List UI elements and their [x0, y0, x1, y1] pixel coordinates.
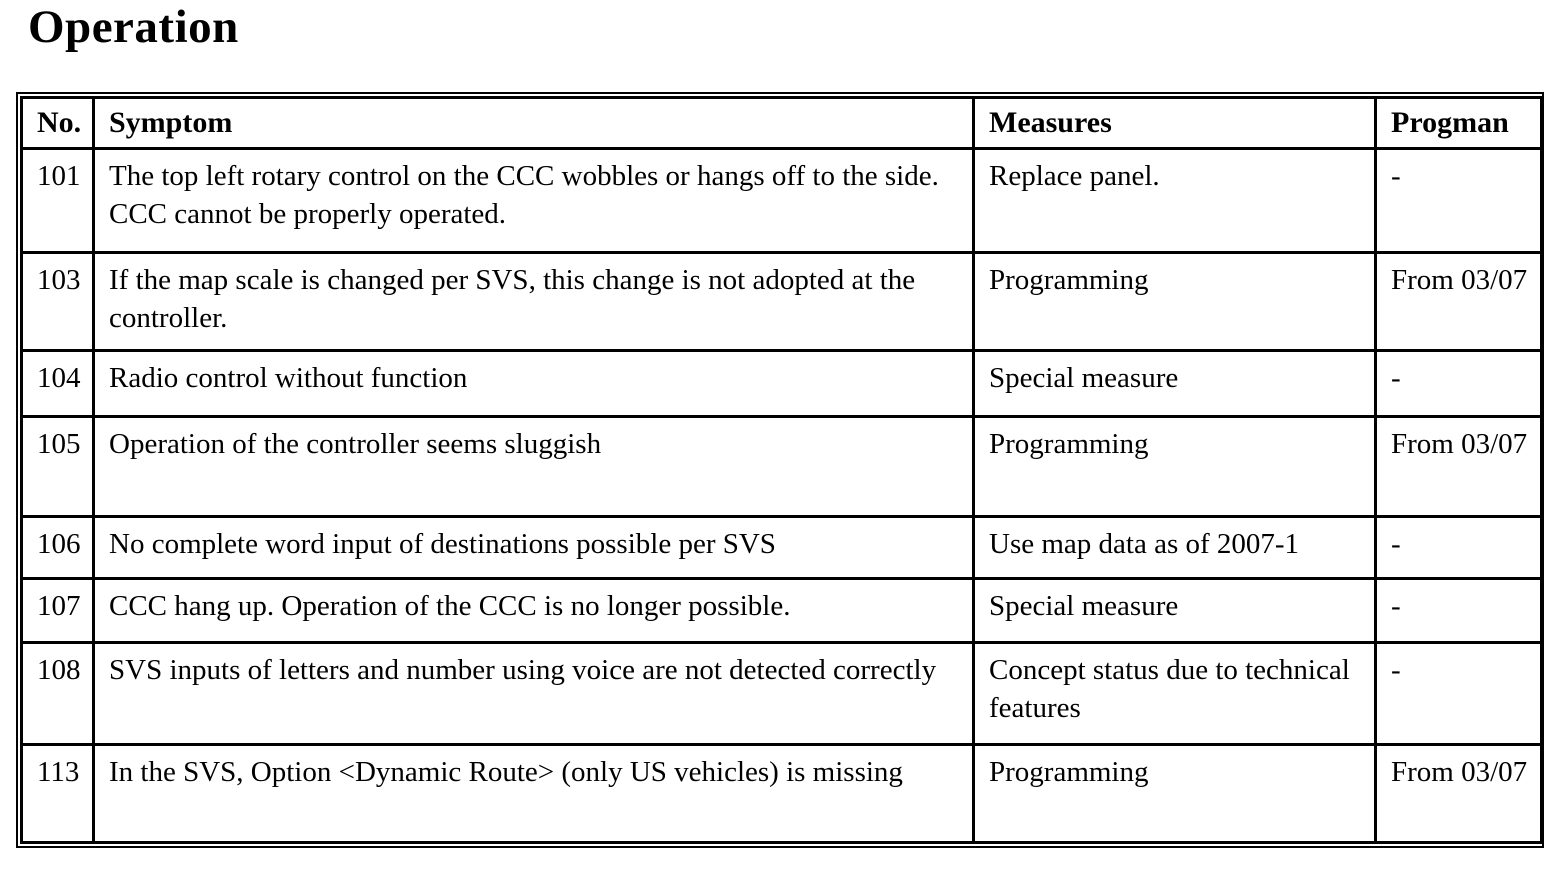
cell-measures: Special measure — [974, 579, 1376, 643]
cell-symptom: Radio control without function — [94, 351, 974, 417]
cell-symptom: SVS inputs of letters and number using voice are not detected correctly — [94, 643, 974, 745]
table-row — [22, 351, 1542, 417]
cell-symptom: No complete word input of destinations possible per SVS — [94, 517, 974, 579]
cell-measures: Programming — [974, 745, 1376, 843]
cell-measures: Concept status due to technical features — [974, 643, 1376, 745]
cell-no: 108 — [22, 643, 94, 745]
table-row — [22, 253, 1542, 351]
cell-measures: Programming — [974, 253, 1376, 351]
col-header-no: No. — [22, 98, 94, 149]
page-title: Operation — [28, 1, 239, 53]
table-row — [22, 517, 1542, 579]
cell-no: 107 — [22, 579, 94, 643]
cell-no: 106 — [22, 517, 94, 579]
symptom-table — [20, 96, 1543, 844]
table-row — [22, 579, 1542, 643]
cell-symptom: CCC hang up. Operation of the CCC is no longer possible. — [94, 579, 974, 643]
cell-measures: Programming — [974, 417, 1376, 517]
cell-symptom: Operation of the controller seems sluggish — [94, 417, 974, 517]
cell-progman: From 03/07 — [1376, 253, 1542, 351]
cell-progman: - — [1376, 351, 1542, 417]
col-header-symptom: Symptom — [94, 98, 974, 149]
cell-measures: Use map data as of 2007-1 — [974, 517, 1376, 579]
table-row — [22, 745, 1542, 843]
cell-no: 113 — [22, 745, 94, 843]
col-header-progman: Progman — [1376, 98, 1542, 149]
cell-no: 101 — [22, 149, 94, 253]
cell-progman: From 03/07 — [1376, 745, 1542, 843]
col-header-measures: Measures — [974, 98, 1376, 149]
cell-symptom: If the map scale is changed per SVS, this change is not adopted at the controller. — [94, 253, 974, 351]
cell-progman: - — [1376, 149, 1542, 253]
cell-progman: - — [1376, 517, 1542, 579]
cell-progman: From 03/07 — [1376, 417, 1542, 517]
table-row — [22, 643, 1542, 745]
cell-no: 105 — [22, 417, 94, 517]
cell-no: 103 — [22, 253, 94, 351]
table-row — [22, 417, 1542, 517]
symptom-table-frame — [16, 92, 1544, 848]
cell-progman: - — [1376, 643, 1542, 745]
cell-no: 104 — [22, 351, 94, 417]
cell-symptom: The top left rotary control on the CCC wobbles or hangs off to the side. CCC cannot be properly operated. — [94, 149, 974, 253]
cell-measures: Replace panel. — [974, 149, 1376, 253]
table-header-row — [22, 98, 1542, 149]
table-row — [22, 149, 1542, 253]
cell-symptom: In the SVS, Option <Dynamic Route> (only US vehicles) is missing — [94, 745, 974, 843]
cell-measures: Special measure — [974, 351, 1376, 417]
cell-progman: - — [1376, 579, 1542, 643]
